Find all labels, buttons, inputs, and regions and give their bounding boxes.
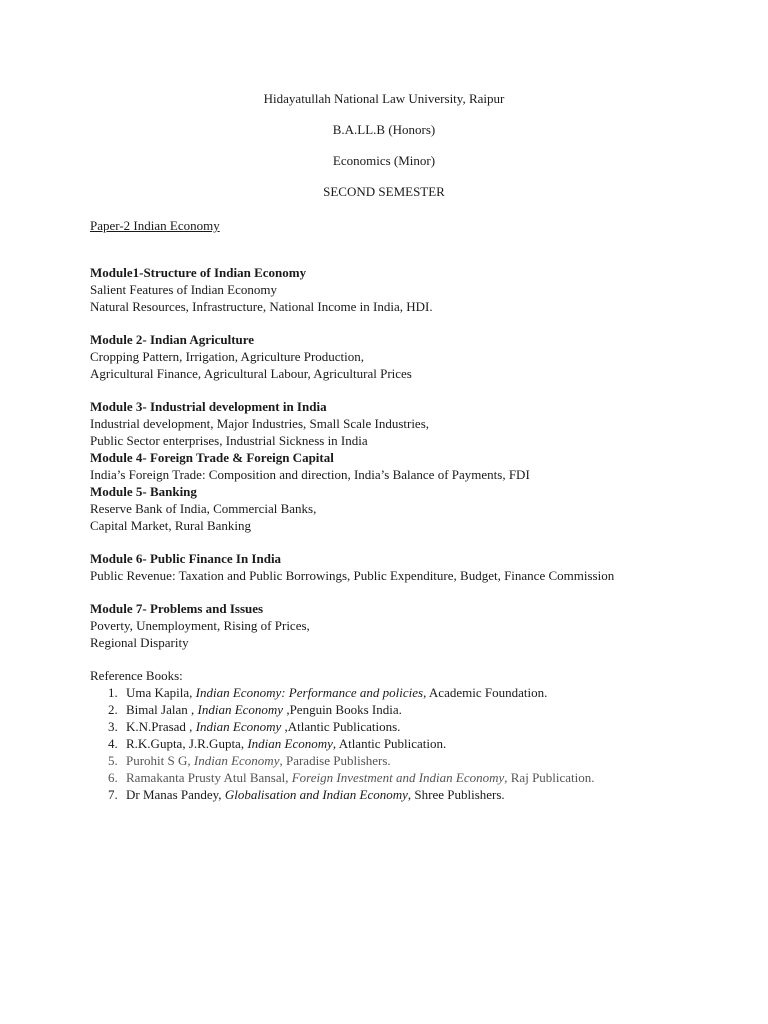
module-line: Capital Market, Rural Banking: [90, 518, 252, 533]
module-line: Public Sector enterprises, Industrial Sickness in India: [90, 433, 368, 448]
reference-number: 5.: [108, 753, 118, 768]
subject-name: Economics (Minor): [332, 153, 436, 168]
reference-number: 4.: [108, 736, 118, 751]
reference-author: Bimal Jalan ,: [126, 702, 198, 717]
reference-number: 7.: [108, 787, 118, 802]
reference-publisher: , Raj Publication.: [504, 770, 595, 785]
reference-publisher: , Atlantic Publication.: [332, 736, 447, 751]
paper-title: Paper-2 Indian Economy: [90, 218, 220, 233]
reference-item: [108, 701, 710, 718]
module-2: [90, 331, 710, 382]
reference-author: R.K.Gupta, J.R.Gupta,: [126, 736, 248, 751]
reference-author: Purohit S G,: [126, 753, 194, 768]
reference-title: Indian Economy: [247, 736, 333, 751]
module-line: India’s Foreign Trade: Composition and direction, India’s Balance of Payments, FDI: [90, 467, 530, 482]
reference-title: Globalisation and Indian Economy: [224, 787, 408, 802]
reference-item: [108, 786, 710, 803]
module-title: Module 3- Industrial development in India: [90, 399, 327, 414]
module-6: [90, 550, 710, 584]
reference-title: Foreign Investment and Indian Economy: [291, 770, 505, 785]
module-title: Module 4- Foreign Trade & Foreign Capital: [90, 450, 334, 465]
module-line: Salient Features of Indian Economy: [90, 282, 278, 297]
reference-item: [108, 752, 710, 769]
reference-title: Indian Economy: [197, 702, 284, 717]
reference-item: [108, 684, 710, 701]
reference-publisher: , Shree Publishers.: [407, 787, 505, 802]
reference-author: Uma Kapila,: [126, 685, 196, 700]
module-4: [90, 449, 710, 483]
module-line: Cropping Pattern, Irrigation, Agriculture Production,: [90, 349, 365, 364]
university-name: Hidayatullah National Law University, Raipur: [263, 91, 505, 106]
reference-publisher: ,Penguin Books India.: [283, 702, 402, 717]
reference-number: 2.: [108, 702, 118, 717]
document-page: [90, 90, 710, 803]
module-line: Reserve Bank of India, Commercial Banks,: [90, 501, 317, 516]
reference-title: Indian Economy: [195, 719, 282, 734]
reference-number: 6.: [108, 770, 118, 785]
module-3: [90, 398, 710, 449]
reference-item: [108, 769, 710, 786]
reference-number: 3.: [108, 719, 118, 734]
reference-number: 1.: [108, 685, 118, 700]
module-7: [90, 600, 710, 651]
reference-publisher: , Paradise Publishers.: [279, 753, 391, 768]
reference-author: Dr Manas Pandey,: [126, 787, 225, 802]
module-5: [90, 483, 710, 534]
semester-label: SECOND SEMESTER: [323, 184, 445, 199]
reference-list: [90, 684, 710, 803]
program-name: B.A.LL.B (Honors): [332, 122, 436, 137]
module-line: Regional Disparity: [90, 635, 189, 650]
reference-item: [108, 735, 710, 752]
module-line: Poverty, Unemployment, Rising of Prices,: [90, 618, 310, 633]
reference-title: Indian Economy: [193, 753, 280, 768]
reference-publisher: Academic Foundation.: [426, 685, 548, 700]
module-line: Public Revenue: Taxation and Public Borrowings, Public Expenditure, Budget, Finance Commission: [90, 568, 615, 583]
module-title: Module 2- Indian Agriculture: [90, 332, 255, 347]
module-title: Module 5- Banking: [90, 484, 197, 499]
module-title: Module 7- Problems and Issues: [90, 601, 264, 616]
module-title: Module1-Structure of Indian Economy: [90, 265, 307, 280]
module-1: [90, 264, 710, 315]
reference-title: Indian Economy: Performance and policies,: [195, 685, 427, 700]
module-line: Natural Resources, Infrastructure, National Income in India, HDI.: [90, 299, 433, 314]
module-title: Module 6- Public Finance In India: [90, 551, 282, 566]
reference-item: [108, 718, 710, 735]
module-line: Agricultural Finance, Agricultural Labour, Agricultural Prices: [90, 366, 412, 381]
references-heading: Reference Books:: [90, 668, 183, 683]
reference-publisher: ,Atlantic Publications.: [281, 719, 401, 734]
reference-author: Ramakanta Prusty Atul Bansal,: [126, 770, 292, 785]
reference-author: K.N.Prasad ,: [126, 719, 196, 734]
module-line: Industrial development, Major Industries, Small Scale Industries,: [90, 416, 430, 431]
